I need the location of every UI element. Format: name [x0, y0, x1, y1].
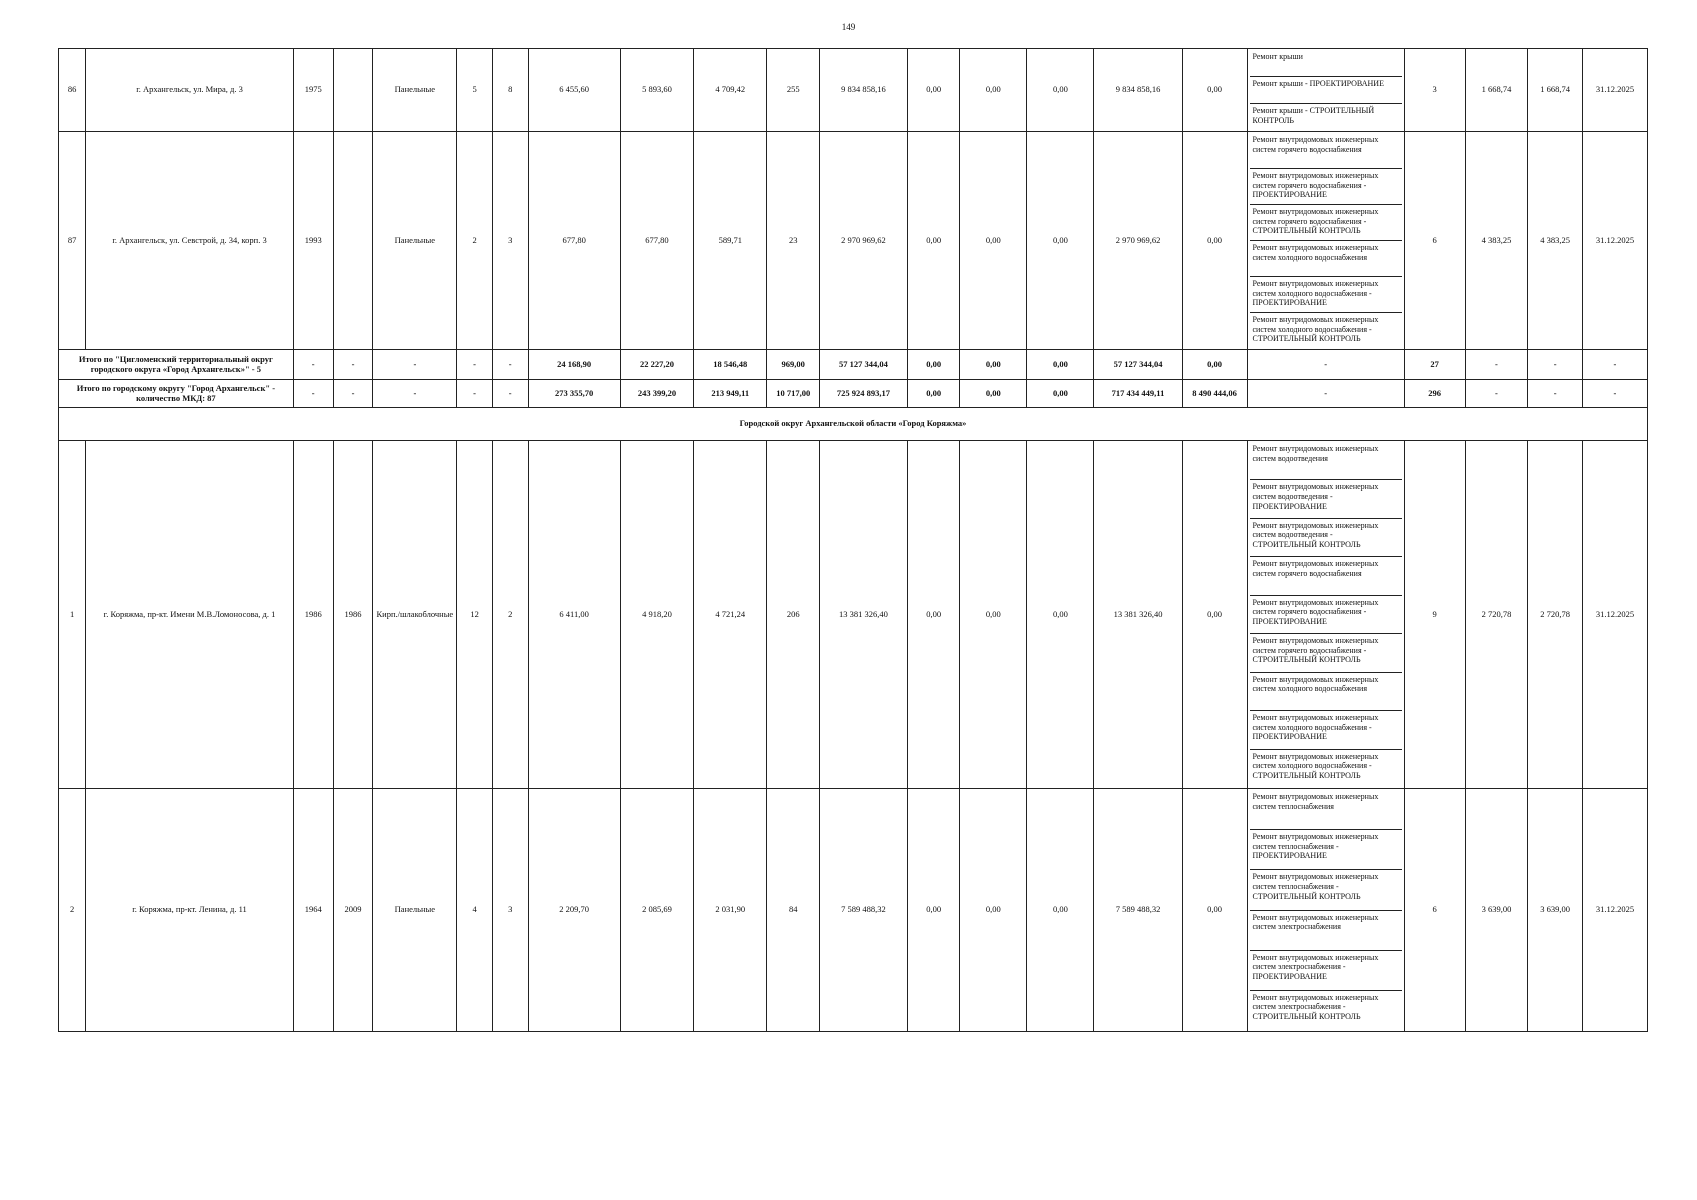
cell-address: г. Коряжма, пр-кт. Ленина, д. 11 — [86, 789, 294, 1032]
cell-area-residents: 4 721,24 — [694, 441, 767, 789]
cell-area-total: 6 411,00 — [528, 441, 620, 789]
cell-year-built: 1975 — [293, 49, 333, 132]
cell-entrances: 3 — [492, 132, 528, 350]
cell-work-count: 6 — [1404, 789, 1465, 1032]
region-header-row — [59, 408, 1648, 441]
cell-residents: 84 — [767, 789, 819, 1032]
work-item: Ремонт крыши — [1250, 50, 1402, 77]
works-list-cell — [1247, 789, 1404, 1032]
work-item: Ремонт внутридомовых инженерных систем водоотведения - СТРОИТЕЛЬНЫЙ КОНТРОЛЬ — [1250, 519, 1402, 557]
cell-floors: 2 — [457, 132, 493, 350]
cell-fund-local: 0,00 — [1027, 49, 1094, 132]
works-list-cell — [1247, 132, 1404, 350]
cell-area-living: 4 918,20 — [620, 441, 693, 789]
work-item: Ремонт внутридомовых инженерных систем горячего водоснабжения - ПРОЕКТИРОВАНИЕ — [1250, 169, 1402, 205]
work-item: Ремонт внутридомовых инженерных систем водоотведения — [1250, 442, 1402, 480]
region-title: Городской округ Архангельской области «Город Коряжма» — [59, 408, 1648, 441]
table-row — [59, 132, 1648, 350]
cell-unit-cost: 2 720,78 — [1465, 441, 1528, 789]
cell-work-count: 9 — [1404, 441, 1465, 789]
cell-residents: 255 — [767, 49, 819, 132]
cell-entrances: 8 — [492, 49, 528, 132]
cell-fund-owners: 9 834 858,16 — [1094, 49, 1182, 132]
cell-num: 1 — [59, 441, 86, 789]
cell-area-living: 2 085,69 — [620, 789, 693, 1032]
cell-floors: 4 — [457, 789, 493, 1032]
cell-deadline: 31.12.2025 — [1582, 789, 1647, 1032]
cell-year-built: 1964 — [293, 789, 333, 1032]
cell-fund-fed: 0,00 — [907, 789, 959, 1032]
cell-address: г. Архангельск, ул. Мира, д. 3 — [86, 49, 294, 132]
cell-area-residents: 2 031,90 — [694, 789, 767, 1032]
table-row — [59, 789, 1648, 1032]
cell-max-cost: 3 639,00 — [1528, 789, 1583, 1032]
work-item: Ремонт внутридомовых инженерных систем холодного водоснабжения - ПРОЕКТИРОВАНИЕ — [1250, 711, 1402, 749]
cell-address: г. Коряжма, пр-кт. Имени М.В.Ломоносова, д. 1 — [86, 441, 294, 789]
cell-residents: 206 — [767, 441, 819, 789]
work-item: Ремонт внутридомовых инженерных систем электроснабжения — [1250, 911, 1402, 951]
cell-entrances: 2 — [492, 441, 528, 789]
cell-fund-other: 0,00 — [1182, 132, 1247, 350]
cell-deadline: 31.12.2025 — [1582, 132, 1647, 350]
work-item: Ремонт внутридомовых инженерных систем горячего водоснабжения - СТРОИТЕЛЬНЫЙ КОНТРОЛЬ — [1250, 205, 1402, 241]
cell-material: Кирп./шлакоблочные — [373, 441, 457, 789]
cell-fund-owners: 7 589 488,32 — [1094, 789, 1182, 1032]
cell-fund-local: 0,00 — [1027, 441, 1094, 789]
cell-cost-total: 2 970 969,62 — [819, 132, 907, 350]
cell-area-living: 677,80 — [620, 132, 693, 350]
cell-unit-cost: 3 639,00 — [1465, 789, 1528, 1032]
subtotal-label: Итого по городскому округу "Город Архангельск" - количество МКД: 87 — [59, 380, 294, 408]
cell-fund-reg: 0,00 — [960, 441, 1027, 789]
cell-max-cost: 2 720,78 — [1528, 441, 1583, 789]
work-item: Ремонт внутридомовых инженерных систем горячего водоснабжения - СТРОИТЕЛЬНЫЙ КОНТРОЛЬ — [1250, 634, 1402, 672]
table-body-koryazhma — [59, 441, 1648, 1032]
cell-fund-fed: 0,00 — [907, 132, 959, 350]
subtotal-district-row: Итого по "Цигломенский территориальный округ городского округа «Город Архангельск»" - 5 - - - - - 24 168,90 22 227,20 18 546,48 969,00 57 127 344,04 0,00 0,00 0,00 57 127 344,04 0,00 - 27 - - - — [59, 350, 1648, 380]
cell-area-living: 5 893,60 — [620, 49, 693, 132]
cell-material: Панельные — [373, 49, 457, 132]
cell-year-built: 1993 — [293, 132, 333, 350]
work-item: Ремонт крыши - СТРОИТЕЛЬНЫЙ КОНТРОЛЬ — [1252, 106, 1375, 125]
works-list-cell — [1247, 441, 1404, 789]
cell-residents: 23 — [767, 132, 819, 350]
cell-fund-local: 0,00 — [1027, 132, 1094, 350]
work-item: Ремонт внутридомовых инженерных систем холодного водоснабжения - ПРОЕКТИРОВАНИЕ — [1250, 277, 1402, 313]
cell-area-total: 6 455,60 — [528, 49, 620, 132]
cell-fund-reg: 0,00 — [960, 789, 1027, 1032]
cell-num: 87 — [59, 132, 86, 350]
cell-fund-reg: 0,00 — [960, 132, 1027, 350]
cell-work-count: 3 — [1404, 49, 1465, 132]
cell-area-residents: 589,71 — [694, 132, 767, 350]
cell-year-rec — [333, 132, 373, 350]
subtotals — [59, 350, 1648, 441]
table-row — [59, 441, 1648, 789]
cell-cost-total: 9 834 858,16 — [819, 49, 907, 132]
cell-fund-owners: 2 970 969,62 — [1094, 132, 1182, 350]
cell-work-count: 6 — [1404, 132, 1465, 350]
cell-max-cost: 4 383,25 — [1528, 132, 1583, 350]
work-item: Ремонт внутридомовых инженерных систем холодного водоснабжения - СТРОИТЕЛЬНЫЙ КОНТРОЛЬ — [1252, 751, 1379, 780]
work-item: Ремонт внутридомовых инженерных систем электроснабжения - ПРОЕКТИРОВАНИЕ — [1250, 951, 1402, 991]
page-number: 149 — [841, 22, 856, 32]
cell-year-rec — [333, 49, 373, 132]
cell-material: Панельные — [373, 789, 457, 1032]
table-body-arkhangelsk — [59, 49, 1648, 350]
work-item: Ремонт внутридомовых инженерных систем теплоснабжения - СТРОИТЕЛЬНЫЙ КОНТРОЛЬ — [1250, 870, 1402, 910]
table-row — [59, 49, 1648, 132]
work-item: Ремонт внутридомовых инженерных систем теплоснабжения — [1250, 790, 1402, 830]
cell-area-residents: 4 709,42 — [694, 49, 767, 132]
cell-unit-cost: 4 383,25 — [1465, 132, 1528, 350]
cell-fund-other: 0,00 — [1182, 49, 1247, 132]
cell-fund-fed: 0,00 — [907, 441, 959, 789]
cell-fund-other: 0,00 — [1182, 441, 1247, 789]
cell-floors: 12 — [457, 441, 493, 789]
cell-max-cost: 1 668,74 — [1528, 49, 1583, 132]
subtotal-city-row: Итого по городскому округу "Город Архангельск" - количество МКД: 87 - - - - - 273 355,70 243 399,20 213 949,11 10 717,00 725 924 893,17 0,00 0,00 0,00 717 434 449,11 8 490 444,06 - 296 - - - — [59, 380, 1648, 408]
work-item: Ремонт внутридомовых инженерных систем горячего водоснабжения — [1250, 133, 1402, 169]
cell-num: 86 — [59, 49, 86, 132]
work-item: Ремонт внутридомовых инженерных систем холодного водоснабжения — [1250, 673, 1402, 711]
works-list-cell — [1247, 49, 1404, 132]
work-item: Ремонт внутридомовых инженерных систем водоотведения - ПРОЕКТИРОВАНИЕ — [1250, 480, 1402, 518]
cell-entrances: 3 — [492, 789, 528, 1032]
cell-fund-other: 0,00 — [1182, 789, 1247, 1032]
work-item: Ремонт внутридомовых инженерных систем горячего водоснабжения — [1250, 557, 1402, 595]
cell-address: г. Архангельск, ул. Севстрой, д. 34, корп. 3 — [86, 132, 294, 350]
cell-year-built: 1986 — [293, 441, 333, 789]
work-item: Ремонт внутридомовых инженерных систем теплоснабжения - ПРОЕКТИРОВАНИЕ — [1250, 830, 1402, 870]
cell-num: 2 — [59, 789, 86, 1032]
cell-area-total: 2 209,70 — [528, 789, 620, 1032]
cell-fund-local: 0,00 — [1027, 789, 1094, 1032]
cell-year-rec: 1986 — [333, 441, 373, 789]
cell-fund-fed: 0,00 — [907, 49, 959, 132]
cell-deadline: 31.12.2025 — [1582, 49, 1647, 132]
cell-fund-reg: 0,00 — [960, 49, 1027, 132]
work-item: Ремонт крыши - ПРОЕКТИРОВАНИЕ — [1250, 77, 1402, 104]
cell-year-rec: 2009 — [333, 789, 373, 1032]
cell-area-total: 677,80 — [528, 132, 620, 350]
cell-unit-cost: 1 668,74 — [1465, 49, 1528, 132]
repair-program-table — [58, 48, 1648, 1032]
cell-material: Панельные — [373, 132, 457, 350]
work-item: Ремонт внутридомовых инженерных систем холодного водоснабжения - СТРОИТЕЛЬНЫЙ КОНТРОЛЬ — [1252, 315, 1379, 344]
cell-floors: 5 — [457, 49, 493, 132]
cell-cost-total: 7 589 488,32 — [819, 789, 907, 1032]
cell-fund-owners: 13 381 326,40 — [1094, 441, 1182, 789]
work-item: Ремонт внутридомовых инженерных систем горячего водоснабжения - ПРОЕКТИРОВАНИЕ — [1250, 596, 1402, 634]
cell-cost-total: 13 381 326,40 — [819, 441, 907, 789]
cell-deadline: 31.12.2025 — [1582, 441, 1647, 789]
work-item: Ремонт внутридомовых инженерных систем электроснабжения - СТРОИТЕЛЬНЫЙ КОНТРОЛЬ — [1252, 992, 1379, 1022]
work-item: Ремонт внутридомовых инженерных систем холодного водоснабжения — [1250, 241, 1402, 277]
subtotal-label: Итого по "Цигломенский территориальный округ городского округа «Город Архангельск»" - 5 — [59, 350, 294, 380]
